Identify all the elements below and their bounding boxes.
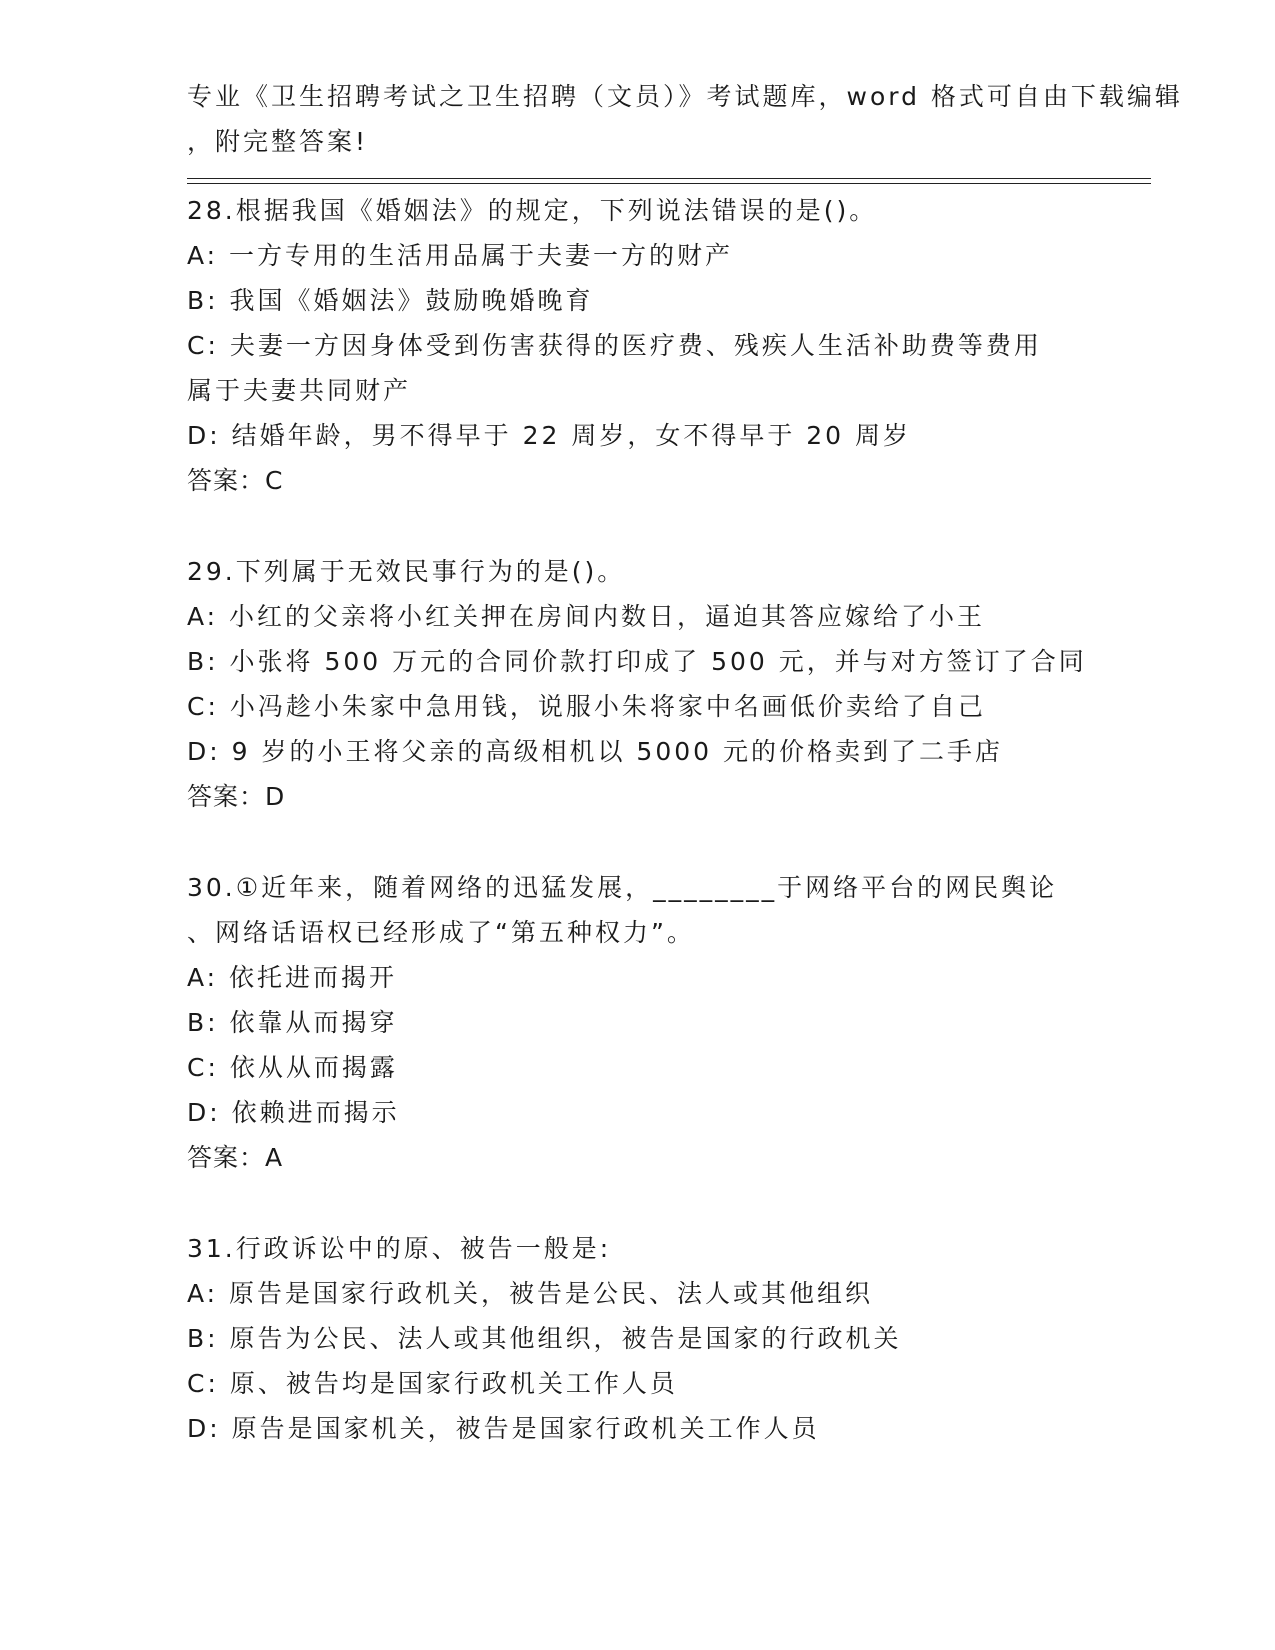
header-line-1: 专业《卫生招聘考试之卫生招聘（文员）》考试题库，word 格式可自由下载编辑 [187, 82, 1183, 111]
question-stem: 28.根据我国《婚姻法》的规定，下列说法错误的是()。 [187, 196, 878, 225]
answer-label: 答案：C [187, 466, 284, 495]
option-c: C: 小冯趁小朱家中急用钱，说服小朱将家中名画低价卖给了自己 [187, 692, 986, 721]
option-d: D: 9 岁的小王将父亲的高级相机以 5000 元的价格卖到了二手店 [187, 737, 1003, 766]
option-a: A: 小红的父亲将小红关押在房间内数日，逼迫其答应嫁给了小王 [187, 602, 986, 631]
option-b: B: 小张将 500 万元的合同价款打印成了 500 元，并与对方签订了合同 [187, 647, 1087, 676]
option-d: D: 结婚年龄，男不得早于 22 周岁，女不得早于 20 周岁 [187, 421, 912, 450]
option-b: B: 我国《婚姻法》鼓励晚婚晚育 [187, 286, 594, 315]
question-stem: 30.①近年来，随着网络的迅猛发展，________于网络平台的网民舆论 [187, 873, 1058, 902]
option-a: A: 一方专用的生活用品属于夫妻一方的财产 [187, 241, 734, 270]
header-line-2: ，附完整答案! [187, 127, 369, 156]
question-stem: 29.下列属于无效民事行为的是()。 [187, 557, 626, 586]
option-c: C: 依从从而揭露 [187, 1053, 398, 1082]
question-28 [187, 188, 1087, 503]
option-b: B: 原告为公民、法人或其他组织，被告是国家的行政机关 [187, 1324, 902, 1353]
option-c-continued: 属于夫妻共同财产 [187, 376, 412, 405]
option-c: C: 原、被告均是国家行政机关工作人员 [187, 1369, 678, 1398]
question-29 [187, 549, 1087, 819]
option-a: A: 原告是国家行政机关，被告是公民、法人或其他组织 [187, 1279, 874, 1308]
question-stem: 31.行政诉讼中的原、被告一般是: [187, 1234, 612, 1263]
answer-label: 答案：D [187, 782, 286, 811]
question-list [187, 188, 1087, 1451]
question-31 [187, 1226, 1087, 1451]
question-stem-continued: 、网络话语权已经形成了“第五种权力”。 [187, 918, 695, 947]
option-b: B: 依靠从而揭穿 [187, 1008, 398, 1037]
answer-label: 答案：A [187, 1143, 284, 1172]
option-a: A: 依托进而揭开 [187, 963, 398, 992]
header-divider [187, 178, 1151, 184]
question-30 [187, 865, 1087, 1180]
option-c: C: 夫妻一方因身体受到伤害获得的医疗费、残疾人生活补助费等费用 [187, 331, 1042, 360]
option-d: D: 依赖进而揭示 [187, 1098, 400, 1127]
option-d: D: 原告是国家机关，被告是国家行政机关工作人员 [187, 1414, 820, 1443]
document-header [187, 74, 1183, 164]
